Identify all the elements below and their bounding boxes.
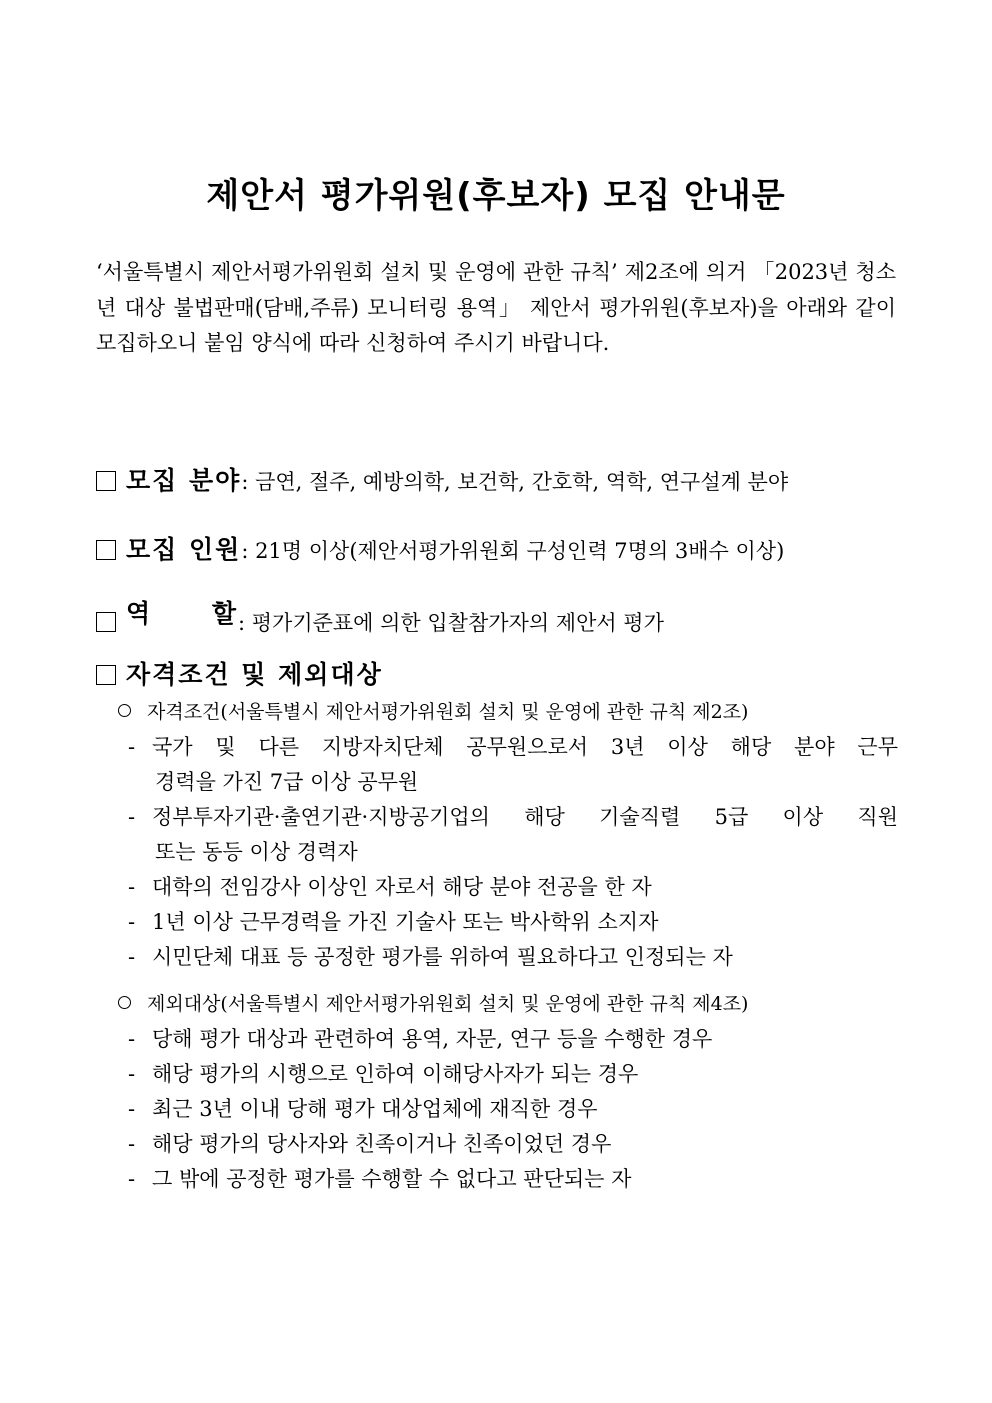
list-item-continuation: 경력을 가진 7급 이상 공무원 <box>155 770 419 794</box>
section-qualifications <box>96 655 916 691</box>
checkbox-square-icon <box>96 540 116 560</box>
list-item: - 해당 평가의 당사자와 친족이거나 친족이었던 경우 <box>128 1132 612 1156</box>
list-item: - 시민단체 대표 등 공정한 평가를 위하여 필요하다고 인정되는 자 <box>128 945 733 969</box>
section-label: 모집 분야 <box>126 466 242 495</box>
checkbox-square-icon <box>96 471 116 491</box>
section-label: 모집 인원 <box>126 535 242 564</box>
section-label: 자격조건 및 제외대상 <box>126 660 383 689</box>
section-text: : 21명 이상(제안서평가위원회 구성인력 7명의 3배수 이상) <box>241 539 785 563</box>
circle-bullet-icon <box>118 996 131 1009</box>
list-item: - 해당 평가의 시행으로 인하여 이해당사자가 되는 경우 <box>128 1062 639 1086</box>
checkbox-square-icon <box>96 665 116 685</box>
section-label: 역 할 <box>126 599 238 628</box>
qualifications-heading: 자격조건(서울특별시 제안서평가위원회 설치 및 운영에 관한 규칙 제2조) <box>118 697 748 724</box>
list-item: - 당해 평가 대상과 관련하여 용역, 자문, 연구 등을 수행한 경우 <box>128 1027 713 1051</box>
section-role <box>96 594 916 637</box>
page-title: 제안서 평가위원(후보자) 모집 안내문 <box>206 176 786 216</box>
list-item: - 그 밖에 공정한 평가를 수행할 수 없다고 판단되는 자 <box>128 1167 632 1191</box>
section-text: : 금연, 절주, 예방의학, 보건학, 간호학, 역학, 연구설계 분야 <box>241 470 789 494</box>
section-text: : 평가기준표에 의한 입찰참가자의 제안서 평가 <box>238 611 664 635</box>
list-item: - 정부투자기관·출연기관·지방공기업의 해당 기술직렬 5급 이상 직원 <box>128 805 898 829</box>
checkbox-square-icon <box>96 612 116 632</box>
list-item: - 국가 및 다른 지방자치단체 공무원으로서 3년 이상 해당 분야 근무 <box>128 735 898 759</box>
circle-bullet-icon <box>118 704 131 717</box>
list-item: - 최근 3년 이내 당해 평가 대상업체에 재직한 경우 <box>128 1097 598 1121</box>
section-field <box>96 461 916 497</box>
intro-paragraph: ‘서울특별시 제안서평가위원회 설치 및 운영에 관한 규칙’ 제2조에 의거 「2023년 청소년 대상 불법판매(담배,주류) 모니터링 용역」 제안서 평가위원(후보자)을 아래와 같이 모집하오니 붙임 양식에 따라 신청하여 주시기 바랍니다. <box>96 260 896 355</box>
section-count <box>96 530 916 566</box>
exclusions-heading: 제외대상(서울특별시 제안서평가위원회 설치 및 운영에 관한 규칙 제4조) <box>118 989 748 1016</box>
list-item-continuation: 또는 동등 이상 경력자 <box>155 840 358 864</box>
list-item: - 대학의 전임강사 이상인 자로서 해당 분야 전공을 한 자 <box>128 875 652 899</box>
list-item: - 1년 이상 근무경력을 가진 기술사 또는 박사학위 소지자 <box>128 910 659 934</box>
